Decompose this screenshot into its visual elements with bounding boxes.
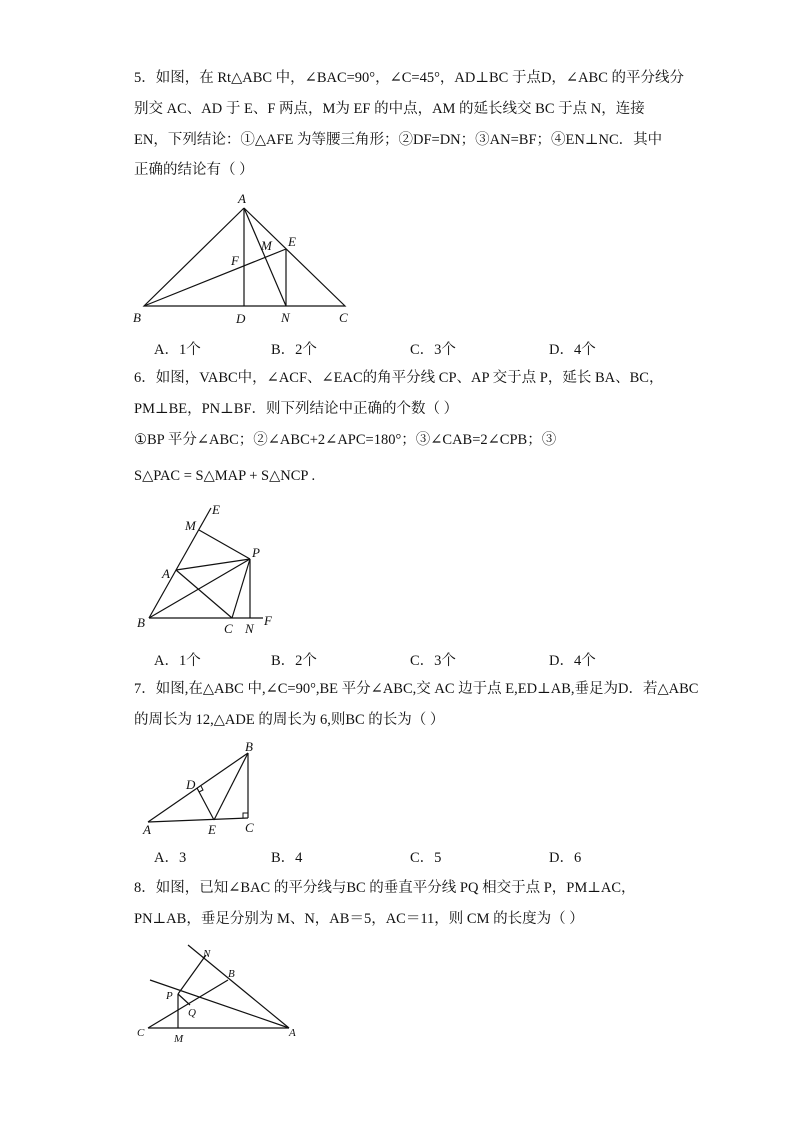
q5-label-c: C bbox=[339, 310, 348, 325]
q7-option-c[interactable]: C．5 bbox=[410, 850, 442, 866]
q8-figure bbox=[148, 945, 289, 1028]
q6-label-m: M bbox=[185, 518, 196, 533]
q5-text-line4: 正确的结论有（ ） bbox=[134, 162, 254, 178]
q6-label-f: F bbox=[264, 613, 272, 628]
q5-text-line1: 5．如图，在 Rt△ABC 中，∠BAC=90°，∠C=45°，AD⊥BC 于点D，∠ABC 的平分线分 bbox=[134, 70, 685, 86]
q7-label-c: C bbox=[245, 820, 254, 835]
q5-label-a: A bbox=[238, 191, 246, 206]
q5-option-c[interactable]: C．3个 bbox=[410, 342, 456, 358]
q6-option-c[interactable]: C．3个 bbox=[410, 653, 456, 669]
q6-option-b[interactable]: B．2个 bbox=[271, 653, 317, 669]
q7-label-d: D bbox=[186, 777, 196, 792]
q7-label-e: E bbox=[208, 822, 216, 837]
q5-option-d[interactable]: D．4个 bbox=[549, 342, 596, 358]
q6-label-e: E bbox=[212, 502, 220, 517]
q8-label-p: P bbox=[166, 990, 173, 1002]
q6-label-c: C bbox=[224, 621, 233, 636]
q6-option-a[interactable]: A．1个 bbox=[154, 653, 201, 669]
q5-text-line2: 别交 AC、AD 于 E、F 两点，M为 EF 的中点，AM 的延长线交 BC 于点 N，连接 bbox=[134, 101, 645, 117]
q8-label-n: N bbox=[203, 948, 211, 960]
q8-label-b: B bbox=[228, 968, 235, 980]
q5-text-line3: EN，下列结论：①△AFE 为等腰三角形；②DF=DN；③AN=BF；④EN⊥NC．其中 bbox=[134, 132, 663, 148]
q5-label-b: B bbox=[133, 310, 141, 325]
q6-text-line4: S△PAC = S△MAP + S△NCP . bbox=[134, 468, 316, 484]
q6-text-line3: ①BP 平分∠ABC；②∠ABC+2∠APC=180°；③∠CAB=2∠CPB；③ bbox=[134, 432, 557, 448]
q6-text-line2: PM⊥BE，PN⊥BF．则下列结论中正确的个数（ ） bbox=[134, 401, 459, 417]
q5-label-d: D bbox=[236, 311, 246, 326]
q7-option-a[interactable]: A．3 bbox=[154, 850, 187, 866]
q6-figure bbox=[149, 508, 263, 618]
q5-option-a[interactable]: A．1个 bbox=[154, 342, 201, 358]
q5-label-e: E bbox=[288, 234, 296, 249]
q5-option-b[interactable]: B．2个 bbox=[271, 342, 317, 358]
q6-option-d[interactable]: D．4个 bbox=[549, 653, 596, 669]
q8-text-line2: PN⊥AB，垂足分别为 M、N，AB＝5，AC＝11，则 CM 的长度为（ ） bbox=[134, 911, 584, 927]
q8-text-line1: 8．如图，已知∠BAC 的平分线与BC 的垂直平分线 PQ 相交于点 P，PM⊥AC， bbox=[134, 880, 636, 896]
q6-label-n: N bbox=[245, 621, 254, 636]
q5-label-f: F bbox=[231, 253, 239, 268]
q7-text-line1: 7．如图,在△ABC 中,∠C=90°,BE 平分∠ABC,交 AC 边于点 E,ED⊥AB,垂足为D．若△ABC bbox=[134, 681, 699, 697]
q7-label-b: B bbox=[245, 739, 253, 754]
q7-figure bbox=[148, 753, 248, 822]
q8-label-c: C bbox=[137, 1027, 145, 1039]
q7-text-line2: 的周长为 12,△ADE 的周长为 6,则BC 的长为（ ） bbox=[134, 712, 445, 728]
q6-label-p: P bbox=[252, 545, 260, 560]
q5-figure bbox=[144, 208, 345, 306]
q8-label-m: M bbox=[174, 1033, 184, 1045]
q7-option-d[interactable]: D．6 bbox=[549, 850, 582, 866]
q6-label-a: A bbox=[162, 566, 170, 581]
q5-label-n: N bbox=[281, 310, 290, 325]
q7-option-b[interactable]: B．4 bbox=[271, 850, 303, 866]
q8-label-q: Q bbox=[188, 1007, 196, 1019]
q5-label-m: M bbox=[261, 238, 272, 253]
q7-label-a: A bbox=[143, 822, 151, 837]
q8-label-a: A bbox=[289, 1027, 296, 1039]
q6-text-line1: 6．如图，VABC中，∠ACF、∠EAC的角平分线 CP、AP 交于点 P，延长 BA、BC， bbox=[134, 370, 664, 386]
q6-label-b: B bbox=[137, 615, 145, 630]
